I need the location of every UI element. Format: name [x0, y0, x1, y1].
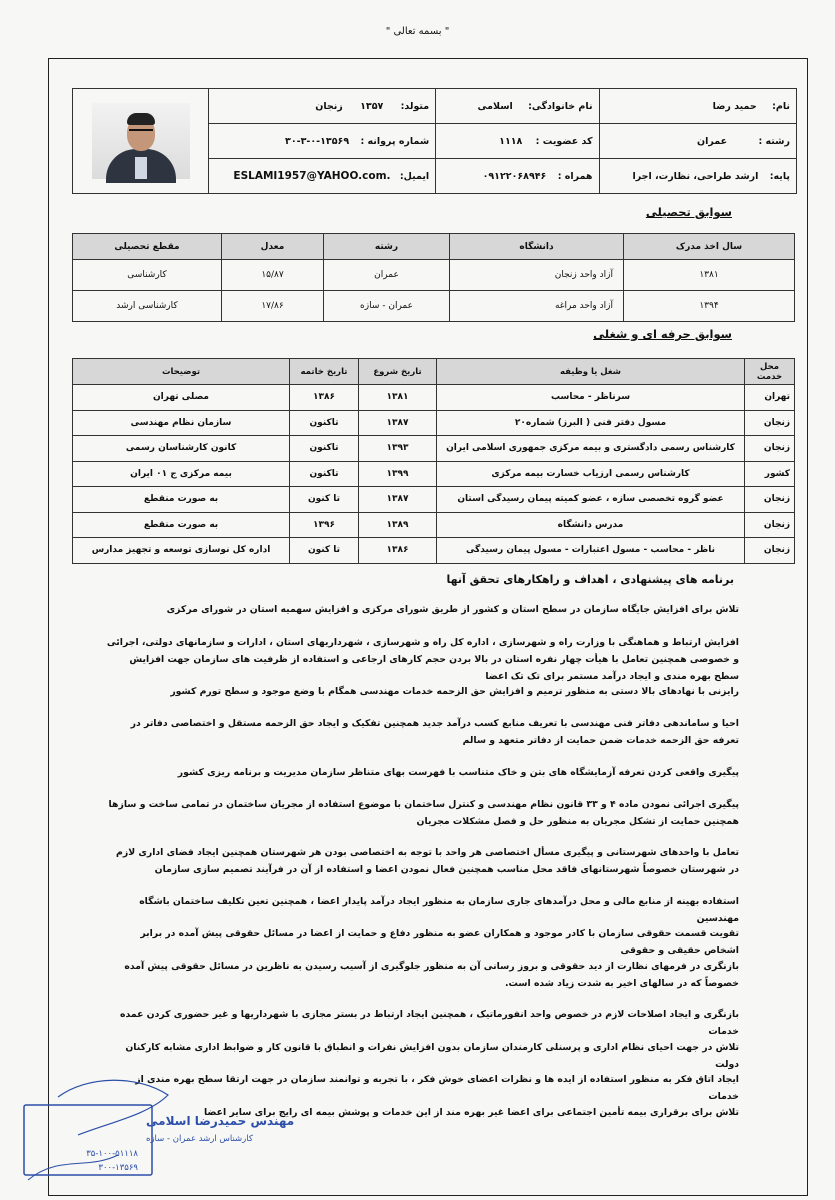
table-row: ۱۳۹۴ آزاد واحد مراغه عمران - سازه ۱۷/۸۶ کارشناسی ارشد: [73, 291, 795, 322]
email-cell: ایمیل: ESLAMI1957@YAHOO.com.: [209, 159, 436, 194]
grade-cell: پایه: ارشد طراحی، نظارت، اجرا: [599, 159, 796, 194]
work-header: شغل یا وظیفه: [437, 359, 745, 385]
name-cell: نام: حمید رضا: [599, 89, 796, 124]
program-paragraph: تقویت قسمت حقوقی سازمان با کادر موجود و همکاران عضو به منظور دفاع و حمایت از اعضا در مسائل حقوقی پیش آمده در برابر اشخاص حقیقی و حقوقی: [140, 928, 739, 956]
edu-header: رشته: [324, 234, 450, 260]
field-cell: رشته : عمران: [599, 124, 796, 159]
field-value: عمران: [696, 135, 728, 147]
work-header: تاریخ خاتمه: [290, 359, 359, 385]
born-city: زنجان: [315, 100, 343, 112]
grade-value: ارشد طراحی، نظارت، اجرا: [632, 170, 759, 182]
edu-header: سال اخذ مدرک: [624, 234, 795, 260]
member-cell: کد عضویت : ۱۱۱۸: [436, 124, 599, 159]
education-table: [72, 233, 795, 322]
family-value: اسلامی: [477, 100, 513, 112]
program-paragraph: رایزنی با نهادهای بالا دستی به منظور ترمیم و افزایش حق الزحمه خدمات مهندسی همگام با وضع موجود و سطح تورم کشور: [170, 686, 739, 697]
education-title: سوابق تحصیلی: [645, 205, 732, 219]
license-cell: شماره پروانه : ۱۳۵۶۹-۰-۳-۳۰: [209, 124, 436, 159]
profile-photo: [92, 103, 190, 179]
program-paragraph: تعامل با واحدهای شهرستانی و پیگیری مسأل اختصاصی هر واحد با توجه به اختصاصی بودن هر شهرستان همچنین ایجاد فضای اداری لازم در شهرستان خصوصاً شهرستانهای فاقد محل مناسب همچنین فعال نمودن اعضا و استفاده از آن در فرآیند تصمیم سازی سازمان: [116, 847, 739, 875]
engineer-stamp: [18, 1075, 295, 1185]
work-header: تاریخ شروع: [359, 359, 437, 385]
born-cell: متولد: ۱۳۵۷ زنجان: [209, 89, 436, 124]
stamp-title: کارشناس ارشد عمران - سازه: [146, 1134, 253, 1144]
table-row: زنجان مسول دفتر فنی ( البرز) شماره۲۰ ۱۳۸۷ تاکنون سازمان نظام مهندسی: [73, 410, 795, 436]
family-cell: نام خانوادگی: اسلامی: [436, 89, 599, 124]
table-row: تهران سرناظر - محاسب ۱۳۸۱ ۱۳۸۶ مصلی تهران: [73, 385, 795, 411]
page-header: " بسمه تعالی ": [385, 26, 450, 37]
name-value: حمید رضا: [712, 100, 757, 112]
table-row: زنجان ناظر - محاسب - مسول اعتبارات - مسول پیمان رسیدگی ۱۳۸۶ تا کنون اداره کل نوسازی توسعه و تجهیز مدارس: [73, 538, 795, 564]
program-paragraph: افزایش ارتباط و هماهنگی با وزارت راه و شهرسازی ، اداره کل راه و شهرسازی ، شهرداریهای استان ، ادارات و سازمانهای دولتی، اجرائی و خصوصی همچنین تعامل با هیأت چهار نفره استان در بالا بردن حجم کارهای ارجاعی و استفاده از ظرفیت های سازمان جهت افزایش سطح بهره مندی و ایجاد درآمد مستمر برای تک تک اعضا: [106, 637, 739, 682]
photo-cell: [73, 89, 209, 194]
email-value[interactable]: ESLAMI1957@YAHOO.com.: [233, 170, 391, 182]
edu-header: معدل: [222, 234, 324, 260]
program-paragraph: پیگیری اجرائی نمودن ماده ۴ و ۳۳ قانون نظام مهندسی و کنترل ساختمان با موضوع استفاده از مجریان ساختمان در تمامی ساخت و سازها همچنین حمایت از تشکل مجریان به منظور حل و فصل مشکلات مجریان: [108, 799, 739, 827]
table-row: زنجان مدرس دانشگاه ۱۳۸۹ ۱۳۹۶ به صورت منقطع: [73, 512, 795, 538]
personal-info-table: [72, 88, 797, 194]
program-paragraph: پیگیری واقعی کردن تعرفه آزمایشگاه های بتن و خاک متناسب با فهرست بهای متناظر سازمان مدیریت و برنامه ریزی کشور: [177, 767, 739, 778]
program-paragraph: ایجاد اتاق فکر به منظور استفاده از ایده ها و نظرات اعضای خوش فکر ، با تجربه و توانمند سازمان در جهت ارتقا سطح بهره مندی از خدمات: [135, 1074, 739, 1102]
stamp-name: مهندس حمیدرضا اسلامی: [146, 1114, 295, 1128]
mobile-cell: همراه : ۰۹۱۲۲۰۶۸۹۴۶: [436, 159, 599, 194]
stamp-number: ۳۵-۱۰۰-۵۱۱۱۸: [86, 1149, 138, 1159]
license-value: ۱۳۵۶۹-۰-۳-۳۰: [285, 135, 350, 147]
program-paragraph: بازنگری و ایجاد اصلاحات لازم در خصوص واحد انفورماتیک ، همچنین ایجاد ارتباط در بستر مجازی با شهرداریها و غیر حضوری کردن عمده خدمات: [119, 1009, 739, 1037]
table-row: زنجان عضو گروه تخصصی سازه ، عضو کمیته پیمان رسیدگی استان ۱۳۸۷ تا کنون به صورت منقطع: [73, 487, 795, 513]
work-header: توضیحات: [73, 359, 290, 385]
table-row: ۱۳۸۱ آزاد واحد زنجان عمران ۱۵/۸۷ کارشناسی: [73, 260, 795, 291]
program-paragraph: تلاش برای برقراری بیمه تأمین اجتماعی برای اعضا غیر بهره مند از این خدمات و پوشش بیمه ای رایج برای سایر اعضا: [204, 1107, 739, 1118]
work-title: سوابق حرفه ای و شغلی: [593, 327, 732, 341]
work-table: [72, 358, 795, 564]
table-row: زنجان کارشناس رسمی دادگستری و بیمه مرکزی جمهوری اسلامی ایران ۱۳۹۳ تاکنون کانون کارشناسان رسمی: [73, 436, 795, 462]
table-row: کشور کارشناس رسمی ارزیاب خسارت بیمه مرکزی ۱۳۹۹ تاکنون بیمه مرکزی ج ۰۱ ایران: [73, 461, 795, 487]
work-header: محل خدمت: [745, 359, 795, 385]
born-year: ۱۳۵۷: [360, 100, 384, 112]
stamp-license: ۳۰۰-۱۳۵۶۹: [98, 1163, 138, 1173]
mobile-value: ۰۹۱۲۲۰۶۸۹۴۶: [482, 170, 547, 182]
program-paragraph: تلاش در جهت احیای نظام اداری و پرسنلی کارمندان سازمان بدون افزایش نفرات و انطباق با قانون کار و ضوابط اداری مشابه کارکنان دولت: [125, 1042, 739, 1070]
program-title: برنامه های پیشنهادی ، اهداف و راهکارهای تحقق آنها: [446, 573, 734, 586]
program-paragraph: استفاده بهینه از منابع مالی و محل درآمدهای جاری سازمان به منظور ایجاد درآمد پایدار اعضا ، همچنین تعین تکلیف ساختمان باشگاه مهندسین: [139, 896, 739, 924]
edu-header: دانشگاه: [450, 234, 624, 260]
member-code: ۱۱۱۸: [499, 135, 523, 147]
program-paragraph: تلاش برای افزایش جایگاه سازمان در سطح استان و کشور از طریق شورای مرکزی و افزایش سهمیه استان در شورای مرکزی: [166, 604, 739, 615]
program-paragraph: بازنگری در فرمهای نظارت از دید حقوقی و بروز رسانی آن به منظور جلوگیری از آسیب رسیدن به ناظرین در مسائل حقوقی پیش آمده خصوصاً که در سالهای اخیر به شدت زیاد شده است.: [124, 961, 739, 989]
program-paragraph: احیا و ساماندهی دفاتر فنی مهندسی با تعریف منابع کسب درآمد جدید همچنین تفکیک و ایجاد حق الزحمه مستقل و اختصاصی دفاتر در تعرفه حق الزحمه خدمات ضمن حمایت از دفاتر متعهد و سالم: [130, 718, 739, 746]
edu-header: مقطع تحصیلی: [73, 234, 222, 260]
